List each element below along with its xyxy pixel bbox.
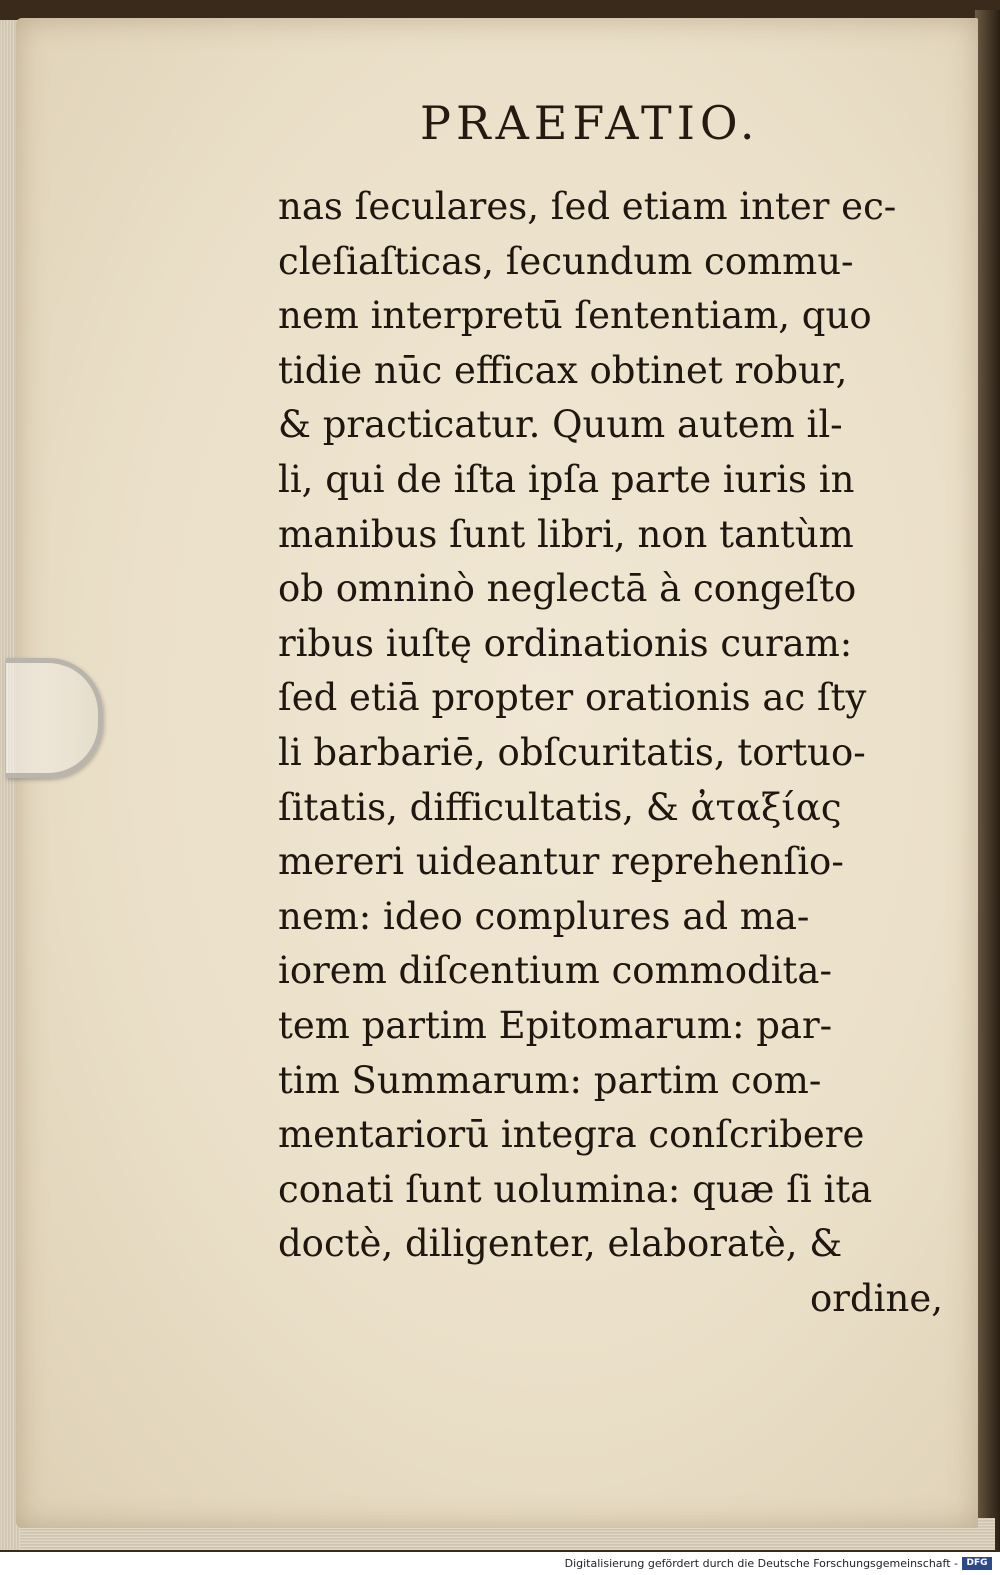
digitization-footer <box>0 1552 1000 1575</box>
text-line: nem interpretū ſententiam, quo <box>278 294 872 338</box>
text-line: ſed etiā propter orationis ac ſty <box>278 676 867 720</box>
page-clip <box>6 658 103 778</box>
text-line: conati ſunt uolumina: quæ ſi ita <box>278 1167 873 1211</box>
text-line: li barbariē, obſcuritatis, tortuo- <box>278 730 866 774</box>
text-line: tem partim Epitomarum: par- <box>278 1003 833 1047</box>
binding-shadow <box>975 10 1000 1550</box>
text-line: ſitatis, difficultatis, & ἀταξίας <box>278 785 842 829</box>
text-line: tidie nūc efficax obtinet robur, <box>278 348 848 392</box>
text-line: mentariorū integra conſcribere <box>278 1113 865 1157</box>
text-line: doctè, diligenter, elaboratè, & <box>278 1222 843 1266</box>
text-line: li, qui de iſta ipſa parte iuris in <box>278 457 855 501</box>
text-line: tim Summarum: partim com- <box>278 1058 822 1102</box>
text-line: manibus ſunt libri, non tantùm <box>278 512 854 556</box>
catchword: ordine, <box>810 1276 943 1320</box>
dfg-logo[interactable]: DFG <box>962 1557 992 1570</box>
text-body <box>278 180 943 1326</box>
text-line: iorem diſcentium commodita- <box>278 949 832 993</box>
text-line: nas ſeculares, ſed etiam inter ec- <box>278 185 897 228</box>
text-line: nem: ideo complures ad ma- <box>278 894 810 938</box>
footer-credit: Digitalisierung gefördert durch die Deutsche Forschungsgemeinschaft - <box>564 1557 958 1570</box>
text-line: ribus iuſtę ordinationis curam: <box>278 621 853 665</box>
page-header: PRAEFATIO. <box>420 96 760 150</box>
text-line: & practicatur. Quum autem il- <box>278 403 843 447</box>
text-line: cleſiaſticas, ſecundum commu- <box>278 239 854 283</box>
text-line: ob omninò neglectā à congeſto <box>278 567 857 611</box>
text-line: mereri uideantur reprehenſio- <box>278 840 844 884</box>
